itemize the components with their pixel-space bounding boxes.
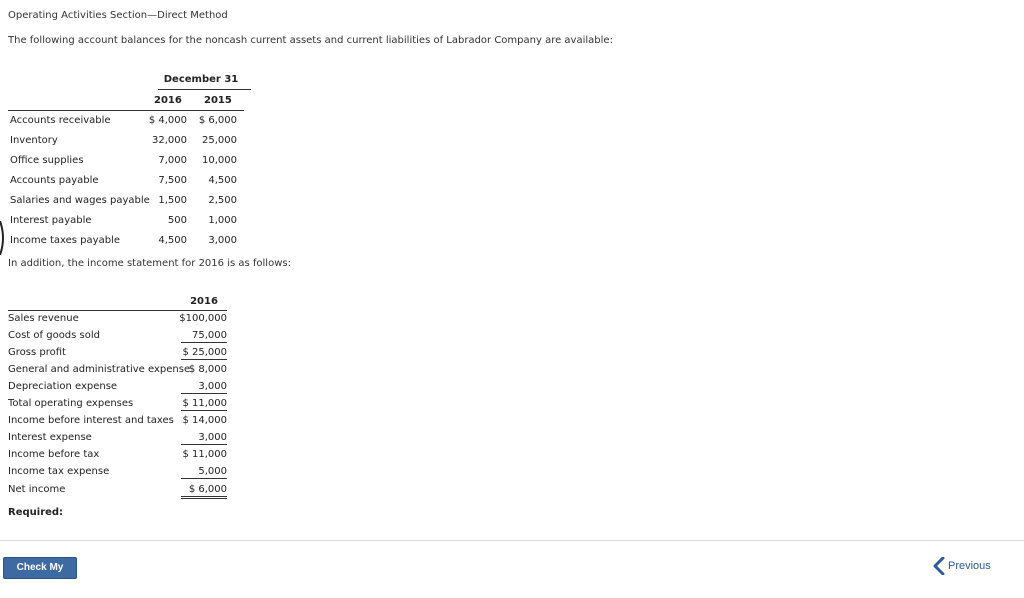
value-2016: 32,000 bbox=[152, 135, 187, 146]
income-year-header: 2016 bbox=[190, 296, 218, 307]
row-label: Income tax expense bbox=[8, 466, 110, 477]
page-title: Operating Activities Section—Direct Method bbox=[8, 10, 228, 21]
row-value: $ 11,000 bbox=[182, 398, 227, 409]
balances-header: December 31 bbox=[163, 74, 239, 85]
table-row bbox=[8, 381, 228, 398]
row-label: Cost of goods sold bbox=[8, 330, 101, 341]
table-row bbox=[8, 215, 244, 231]
value-2016: $ 4,000 bbox=[148, 115, 187, 126]
table-row bbox=[8, 235, 244, 251]
table-row bbox=[8, 175, 244, 191]
row-label: Sales revenue bbox=[8, 313, 79, 324]
previous-label: Previous bbox=[948, 560, 991, 572]
year-2016-header: 2016 bbox=[154, 95, 182, 106]
table-row bbox=[8, 432, 228, 449]
row-label: General and administrative expense bbox=[8, 364, 191, 375]
row-label: Office supplies bbox=[10, 155, 84, 166]
row-label: Total operating expenses bbox=[8, 398, 134, 409]
table-row bbox=[8, 330, 228, 347]
value-2015: 2,500 bbox=[208, 195, 237, 206]
table-row bbox=[8, 115, 244, 131]
table-row bbox=[8, 484, 228, 501]
table-row bbox=[8, 398, 228, 415]
table-row bbox=[8, 415, 228, 432]
table-row bbox=[8, 313, 228, 330]
table-row bbox=[8, 135, 244, 151]
row-value: $ 6,000 bbox=[181, 484, 227, 499]
required-heading: Required: bbox=[8, 507, 64, 518]
row-value: $ 25,000 bbox=[182, 347, 227, 358]
value-2015: 25,000 bbox=[202, 135, 237, 146]
row-value: $100,000 bbox=[179, 313, 227, 324]
row-value: 3,000 bbox=[181, 381, 227, 394]
row-label: Income before tax bbox=[8, 449, 100, 460]
value-2016: 500 bbox=[167, 215, 187, 226]
year-2015-header: 2015 bbox=[204, 95, 232, 106]
row-value: 5,000 bbox=[181, 466, 227, 479]
table-rule bbox=[8, 110, 244, 111]
table-row bbox=[8, 195, 244, 211]
footer-divider bbox=[0, 540, 1024, 541]
intro-text: The following account balances for the noncash current assets and current liabilities of Labrador Company are available: bbox=[8, 35, 613, 46]
row-label: Interest expense bbox=[8, 432, 92, 443]
header-rule bbox=[158, 89, 251, 90]
value-2016: 7,500 bbox=[158, 175, 187, 186]
row-label: Income taxes payable bbox=[10, 235, 120, 246]
row-label: Salaries and wages payable bbox=[10, 195, 150, 206]
table-row bbox=[8, 449, 228, 466]
row-label: Accounts receivable bbox=[10, 115, 111, 126]
income-intro-text: In addition, the income statement for 2016 is as follows: bbox=[8, 258, 291, 269]
row-label: Interest payable bbox=[10, 215, 92, 226]
value-2015: 4,500 bbox=[208, 175, 237, 186]
value-2015: 10,000 bbox=[202, 155, 237, 166]
check-my-work-button[interactable]: Check My Work bbox=[3, 557, 77, 579]
row-label: Depreciation expense bbox=[8, 381, 118, 392]
table-row bbox=[8, 364, 228, 381]
row-label: Gross profit bbox=[8, 347, 66, 358]
row-label: Inventory bbox=[10, 135, 58, 146]
row-label: Accounts payable bbox=[10, 175, 99, 186]
value-2015: 3,000 bbox=[208, 235, 237, 246]
table-rule bbox=[8, 310, 227, 311]
side-tab-marker bbox=[0, 221, 6, 255]
row-value: $ 11,000 bbox=[182, 449, 227, 460]
previous-button[interactable] bbox=[932, 557, 994, 575]
row-label: Income before interest and taxes bbox=[8, 415, 174, 426]
value-2016: 1,500 bbox=[158, 195, 187, 206]
value-2016: 7,000 bbox=[158, 155, 187, 166]
table-row bbox=[8, 347, 228, 364]
row-value: $ 14,000 bbox=[182, 415, 227, 426]
table-row bbox=[8, 466, 228, 483]
value-2016: 4,500 bbox=[158, 235, 187, 246]
row-value: 75,000 bbox=[181, 330, 227, 343]
table-row bbox=[8, 155, 244, 171]
value-2015: 1,000 bbox=[208, 215, 237, 226]
row-value: 3,000 bbox=[181, 432, 227, 445]
row-label: Net income bbox=[8, 484, 66, 495]
row-value: $ 8,000 bbox=[188, 364, 227, 375]
chevron-left-icon bbox=[932, 557, 946, 575]
value-2015: $ 6,000 bbox=[198, 115, 237, 126]
